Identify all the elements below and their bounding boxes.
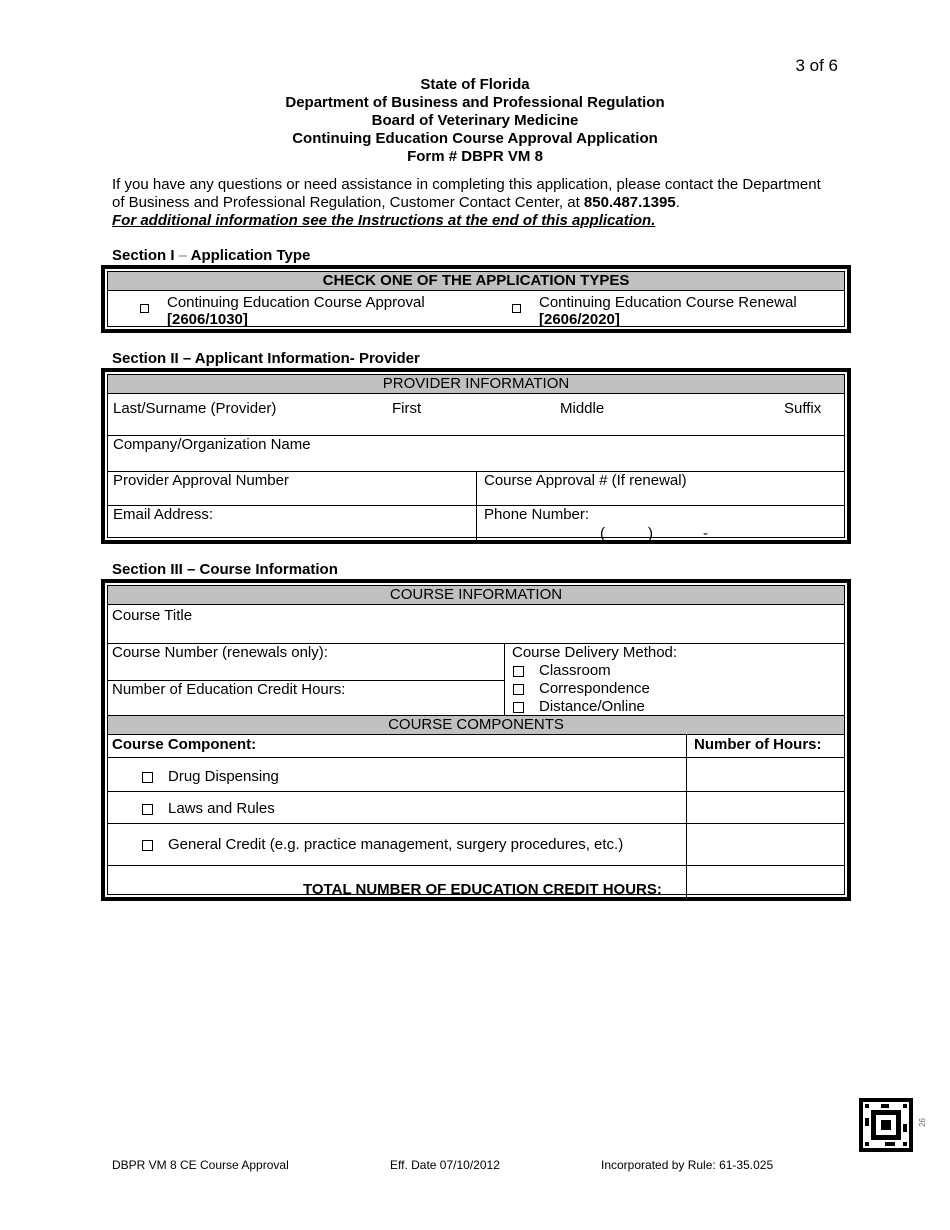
renewal-option (539, 294, 797, 328)
course-title-field[interactable]: Course Title (112, 607, 193, 624)
provider-info-table (101, 368, 851, 544)
first-name-field[interactable]: First (392, 400, 422, 417)
distance-checkbox[interactable] (513, 702, 524, 713)
distance-option[interactable] (513, 698, 645, 715)
renewal-checkbox[interactable] (512, 299, 521, 316)
middle-name-field[interactable]: Middle (560, 400, 605, 417)
phone-area-close: ) (648, 525, 653, 542)
delivery-method-label: Course Delivery Method: (512, 644, 678, 661)
header-form-title: Continuing Education Course Approval Application (292, 130, 658, 147)
correspondence-option[interactable] (513, 680, 650, 697)
intro-period: . (675, 194, 680, 211)
barcode-side-text: 26 (918, 1118, 927, 1127)
approval-option-code: [2606/1030] (167, 311, 248, 328)
drug-dispensing-checkbox[interactable] (142, 772, 153, 783)
intro-paragraph (112, 176, 832, 230)
total-hours-label: TOTAL NUMBER OF EDUCATION CREDIT HOURS: (303, 881, 662, 898)
footer-form-name: DBPR VM 8 CE Course Approval (112, 1158, 289, 1172)
provider-number-field[interactable]: Provider Approval Number (113, 472, 289, 489)
application-type-table (101, 265, 851, 333)
correspondence-label: Correspondence (539, 680, 650, 697)
header-form-number: Form # DBPR VM 8 (407, 148, 543, 165)
header-state: State of Florida (420, 76, 530, 93)
general-credit-label: General Credit (e.g. practice management, surgery procedures, etc.) (168, 836, 624, 853)
correspondence-checkbox[interactable] (513, 684, 524, 695)
divider (108, 505, 844, 506)
course-approval-field[interactable]: Course Approval # (If renewal) (484, 472, 687, 489)
credit-hours-field[interactable]: Number of Education Credit Hours: (112, 681, 346, 698)
approval-option (167, 294, 425, 328)
header-board: Board of Veterinary Medicine (371, 112, 579, 129)
drug-dispensing-label: Drug Dispensing (168, 768, 279, 785)
phone-dash: - (703, 525, 708, 542)
course-info-band: COURSE INFORMATION (108, 586, 844, 605)
component-header: Course Component: (112, 736, 257, 753)
section2-title: Section II – Applicant Information- Provider (112, 350, 420, 367)
classroom-label: Classroom (539, 662, 611, 679)
laws-rules-checkbox[interactable] (142, 804, 153, 815)
course-components-band: COURSE COMPONENTS (108, 715, 844, 735)
classroom-option[interactable] (513, 662, 611, 679)
email-field[interactable]: Email Address: (113, 506, 214, 523)
renewal-option-code: [2606/2020] (539, 311, 620, 328)
footer-rule: Incorporated by Rule: 61-35.025 (601, 1158, 774, 1172)
classroom-checkbox[interactable] (513, 666, 524, 677)
section3-title: Section III – Course Information (112, 561, 338, 578)
approval-option-label: Continuing Education Course Approval (167, 294, 425, 311)
page-number: 3 of 6 (795, 56, 838, 75)
barcode-icon (857, 1096, 915, 1154)
divider (108, 823, 844, 824)
last-name-field[interactable]: Last/Surname (Provider) (113, 400, 277, 417)
section1-title-b: Application Type (187, 247, 311, 264)
divider (108, 757, 844, 758)
form-header (0, 76, 950, 166)
divider (108, 865, 844, 866)
hours-header: Number of Hours: (694, 736, 822, 753)
laws-rules-label: Laws and Rules (168, 800, 275, 817)
phone-field[interactable]: Phone Number: (484, 506, 590, 523)
course-number-field[interactable]: Course Number (renewals only): (112, 644, 328, 661)
general-credit-checkbox[interactable] (142, 840, 153, 851)
provider-info-band: PROVIDER INFORMATION (108, 375, 844, 394)
laws-rules-option[interactable] (142, 800, 275, 817)
footer-eff-date: Eff. Date 07/10/2012 (390, 1158, 500, 1172)
course-info-table (101, 579, 851, 901)
section1-dash: – (178, 247, 188, 264)
renewal-option-label: Continuing Education Course Renewal (539, 294, 797, 311)
intro-text: If you have any questions or need assistance in completing this application, please contact the Department of Business and Professional Regulation, Customer Contact Center, at (112, 176, 821, 211)
section1-title (112, 247, 310, 264)
drug-dispensing-option[interactable] (142, 768, 279, 785)
column-divider (476, 471, 477, 541)
general-credit-option[interactable] (142, 836, 623, 853)
section1-title-a: Section I (112, 247, 179, 264)
company-field[interactable]: Company/Organization Name (113, 436, 311, 453)
instructions-note: For additional information see the Instructions at the end of this application. (112, 212, 656, 229)
column-divider (686, 734, 687, 900)
divider (108, 791, 844, 792)
distance-label: Distance/Online (539, 698, 645, 715)
column-divider (504, 643, 505, 715)
phone-area-open: ( (600, 525, 605, 542)
header-department: Department of Business and Professional Regulation (285, 94, 665, 111)
suffix-field[interactable]: Suffix (784, 400, 822, 417)
approval-checkbox[interactable] (140, 299, 149, 316)
contact-phone: 850.487.1395 (583, 194, 676, 211)
application-type-band: CHECK ONE OF THE APPLICATION TYPES (108, 272, 844, 291)
